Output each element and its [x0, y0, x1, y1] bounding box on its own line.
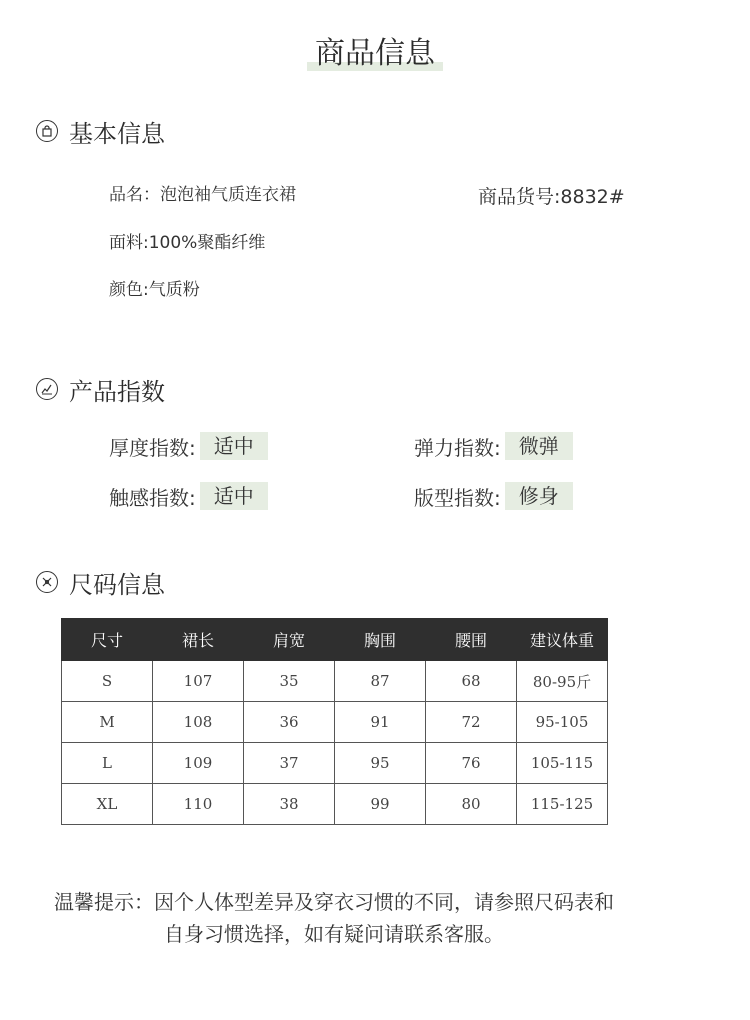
section-size-info-title: 尺码信息 — [69, 570, 165, 599]
table-cell: 36 — [244, 702, 335, 743]
table-cell: 76 — [426, 743, 517, 784]
section-basic-info — [36, 115, 165, 147]
index-value: 适中 — [200, 482, 268, 510]
header-size: 尺寸 — [62, 619, 153, 661]
table-cell: 35 — [244, 661, 335, 702]
table-header-row — [62, 619, 608, 661]
table-row — [62, 784, 608, 825]
table-cell: 105-115 — [517, 743, 608, 784]
header-weight: 建议体重 — [517, 619, 608, 661]
ruler-icon — [36, 571, 58, 593]
tip-line-1: 温馨提示：因个人体型差异及穿衣习惯的不同，请参照尺码表和 — [54, 890, 614, 914]
product-name: 品名：泡泡袖气质连衣裙 — [109, 185, 296, 205]
table-cell: 80-95斤 — [517, 661, 608, 702]
friendly-tip — [0, 886, 668, 950]
table-cell: 95 — [335, 743, 426, 784]
index-fit — [414, 482, 573, 510]
section-basic-info-title: 基本信息 — [69, 119, 165, 148]
header-waist: 腰围 — [426, 619, 517, 661]
index-label: 触感指数: — [109, 485, 196, 510]
product-material: 面料:100%聚酯纤维 — [109, 233, 266, 253]
table-cell: XL — [62, 784, 153, 825]
product-color: 颜色:气质粉 — [109, 280, 200, 300]
index-label: 版型指数: — [414, 485, 501, 510]
table-cell: 108 — [153, 702, 244, 743]
table-cell: 115-125 — [517, 784, 608, 825]
header-shoulder: 肩宽 — [244, 619, 335, 661]
table-cell: 38 — [244, 784, 335, 825]
table-cell: 87 — [335, 661, 426, 702]
section-size-info — [36, 566, 165, 598]
table-cell: 91 — [335, 702, 426, 743]
table-cell: 72 — [426, 702, 517, 743]
table-row — [62, 743, 608, 784]
index-value: 适中 — [200, 432, 268, 460]
table-cell: M — [62, 702, 153, 743]
table-cell: 107 — [153, 661, 244, 702]
table-cell: L — [62, 743, 153, 784]
index-label: 弹力指数: — [414, 435, 501, 460]
shopping-bag-icon — [36, 120, 58, 142]
table-cell: 37 — [244, 743, 335, 784]
index-value: 微弹 — [505, 432, 573, 460]
tip-line-2: 自身习惯选择，如有疑问请联系客服。 — [164, 922, 504, 946]
table-cell: 95-105 — [517, 702, 608, 743]
header-bust: 胸围 — [335, 619, 426, 661]
index-thickness — [109, 432, 268, 460]
table-row — [62, 661, 608, 702]
table-cell: 80 — [426, 784, 517, 825]
product-code: 商品货号:8832# — [478, 186, 625, 208]
index-label: 厚度指数: — [109, 435, 196, 460]
size-table — [61, 618, 608, 825]
page-title: 商品信息 — [315, 36, 435, 71]
header-length: 裙长 — [153, 619, 244, 661]
chart-icon — [36, 378, 58, 400]
table-row — [62, 702, 608, 743]
section-product-indices-title: 产品指数 — [69, 377, 165, 406]
index-value: 修身 — [505, 482, 573, 510]
table-cell: 99 — [335, 784, 426, 825]
index-elasticity — [414, 432, 573, 460]
table-cell: 68 — [426, 661, 517, 702]
table-cell: S — [62, 661, 153, 702]
table-cell: 109 — [153, 743, 244, 784]
section-product-indices — [36, 373, 165, 405]
index-touch — [109, 482, 268, 510]
table-cell: 110 — [153, 784, 244, 825]
